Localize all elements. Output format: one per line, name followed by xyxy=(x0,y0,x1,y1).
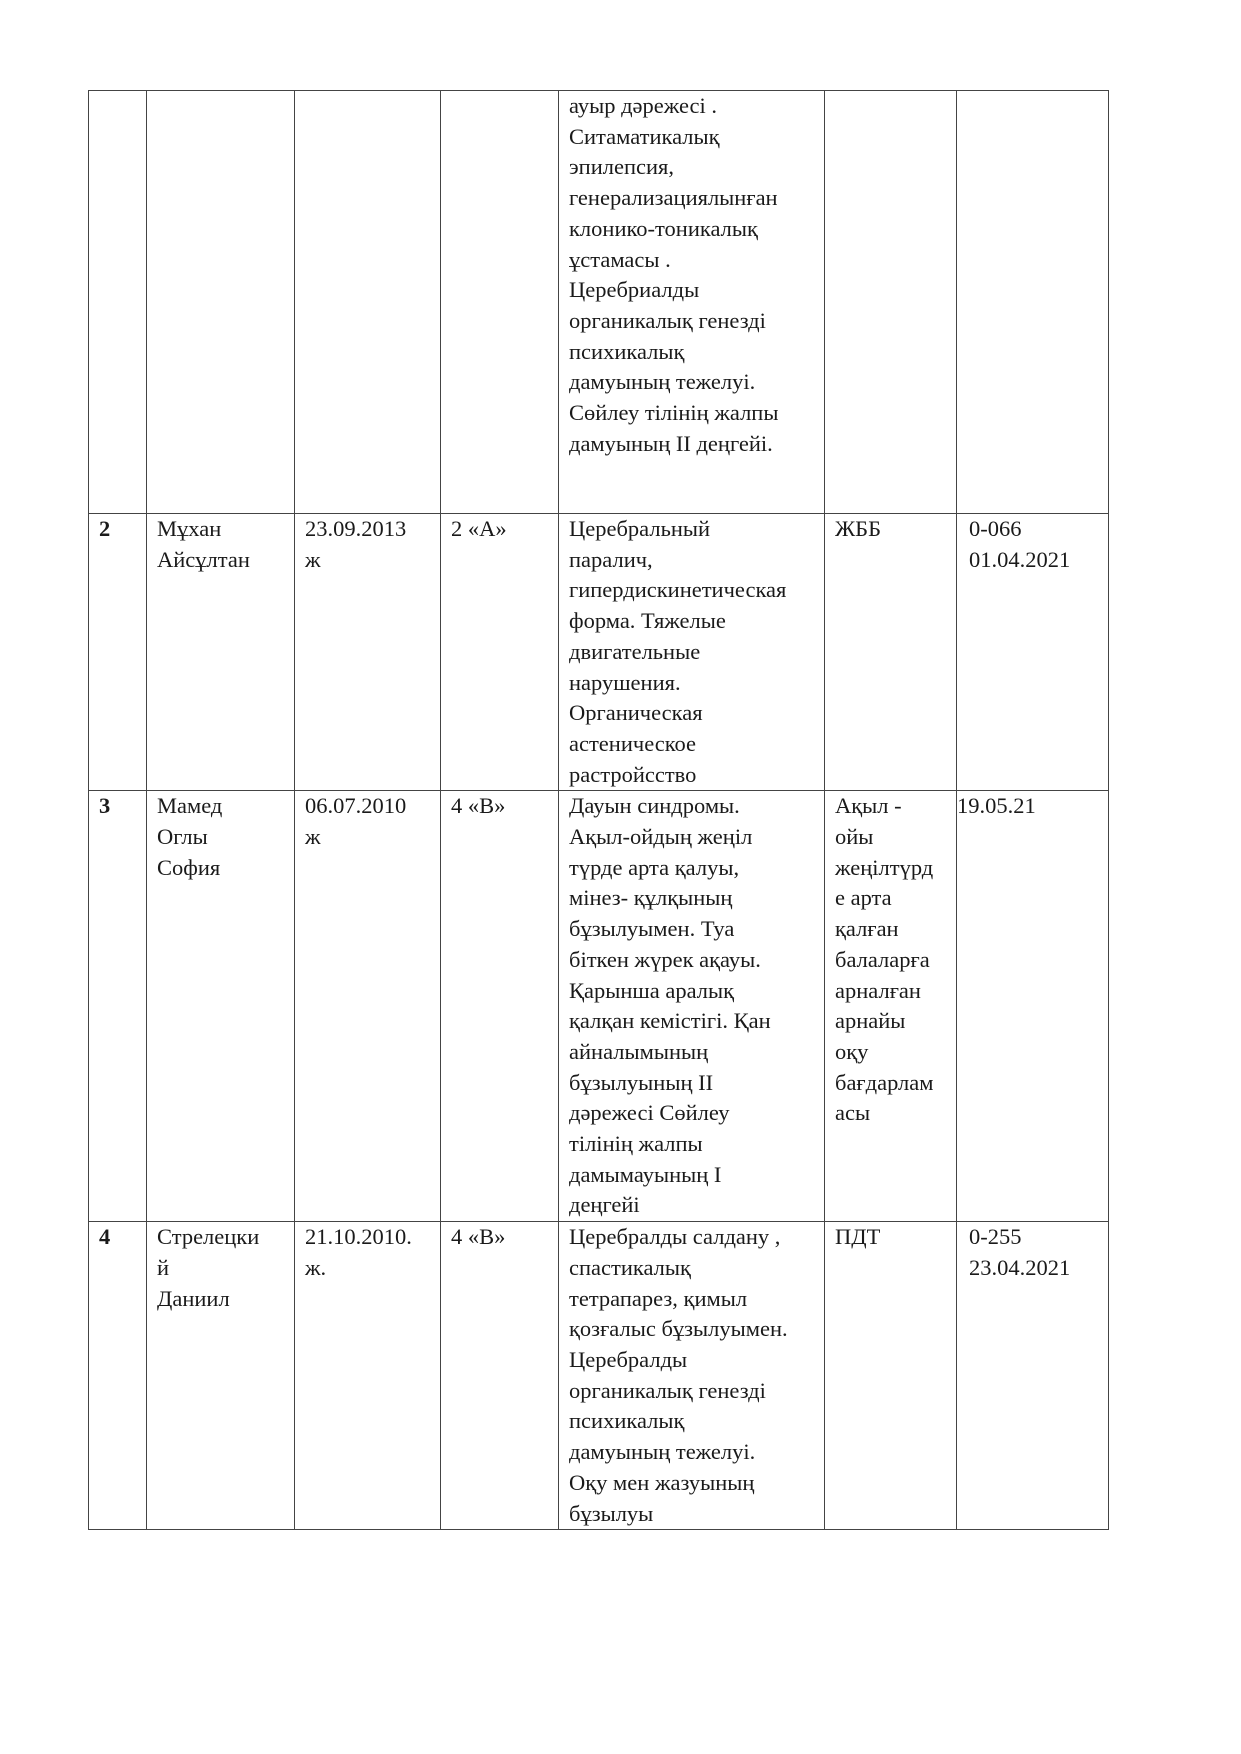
diagnosis-cell-line: ұстамасы . xyxy=(569,246,671,272)
diagnosis-cell-line: органикалық генезді xyxy=(569,1377,766,1403)
document-cell xyxy=(957,791,1109,1222)
document-cell-line: 19.05.21 xyxy=(957,793,1036,819)
table-row xyxy=(89,91,1109,514)
program-cell xyxy=(825,514,957,791)
program-cell-line: балаларға xyxy=(835,946,930,972)
name-cell-line: Мамед xyxy=(157,793,223,819)
diagnosis-cell-line: генерализациялынған xyxy=(569,185,778,211)
table-body xyxy=(89,91,1109,1530)
document-cell-line: 0-255 xyxy=(969,1224,1022,1250)
program-cell-line: оқу xyxy=(835,1038,869,1064)
diagnosis-cell-line: Церебриалды xyxy=(569,277,700,303)
document-cell-line: 01.04.2021 xyxy=(969,546,1071,572)
diagnosis-cell-line: бұзылуы xyxy=(569,1500,654,1526)
diagnosis-cell-line: клонико-тоникалық xyxy=(569,215,758,241)
diagnosis-cell-line: Церебралды салдану , xyxy=(569,1224,781,1250)
diagnosis-cell-line: Органическая xyxy=(569,700,703,726)
diagnosis-cell-line: Оқу мен жазуының xyxy=(569,1469,755,1495)
name-cell xyxy=(147,791,295,1222)
diagnosis-cell-line: қозғалыс бұзылуымен. xyxy=(569,1316,788,1342)
program-cell-line: арнайы xyxy=(835,1008,906,1034)
table-row xyxy=(89,1222,1109,1530)
diagnosis-cell-line: дамуының II деңгейі. xyxy=(569,430,773,456)
program-cell-line: е арта xyxy=(835,885,892,911)
birth-date-cell-line: ж xyxy=(305,546,321,572)
document-cell xyxy=(957,91,1109,514)
name-cell-line: София xyxy=(157,854,221,880)
grade-cell xyxy=(441,91,559,514)
program-cell-line: арналған xyxy=(835,977,921,1003)
diagnosis-cell-line: Ситаматикалық xyxy=(569,123,720,149)
diagnosis-cell-line: Сөйлеу тілінің жалпы xyxy=(569,400,779,426)
program-cell-line: бағдарлам xyxy=(835,1069,934,1095)
diagnosis-cell-line: органикалық генезді xyxy=(569,307,766,333)
diagnosis-cell-line: деңгейі xyxy=(569,1192,640,1218)
diagnosis-cell-line: спастикалық xyxy=(569,1254,691,1280)
diagnosis-cell-line: психикалық xyxy=(569,338,685,364)
name-cell-line: Стрелецки xyxy=(157,1224,260,1250)
diagnosis-cell-line: Церебральный xyxy=(569,516,711,541)
program-cell-line: қалған xyxy=(835,916,899,942)
program-cell-line: ПДТ xyxy=(835,1224,881,1250)
program-cell-line: жеңілтүрд xyxy=(835,854,934,880)
name-cell xyxy=(147,91,295,514)
diagnosis-cell xyxy=(559,514,825,791)
program-cell xyxy=(825,1222,957,1530)
diagnosis-cell-line: форма. Тяжелые xyxy=(569,608,726,634)
diagnosis-cell-line: растройсство xyxy=(569,761,697,787)
table-row xyxy=(89,514,1109,791)
diagnosis-cell-line: айналымының xyxy=(569,1038,709,1064)
birth-date-cell-line: 21.10.2010. xyxy=(305,1224,412,1250)
birth-date-cell-line: 23.09.2013 xyxy=(305,516,407,541)
diagnosis-cell-line: Дауын синдромы. xyxy=(569,793,740,819)
birth-date-cell-line: ж xyxy=(305,824,321,850)
birth-date-cell xyxy=(295,1222,441,1530)
diagnosis-cell-line: дамуының тежелуі. xyxy=(569,1439,756,1465)
diagnosis-cell-line: гипердискинетическая xyxy=(569,577,787,603)
diagnosis-cell-line: ауыр дәрежесі . xyxy=(569,93,718,118)
diagnosis-cell-line: мінез- құлқының xyxy=(569,885,733,911)
document-cell-line: 0-066 xyxy=(969,516,1022,541)
program-cell-line: ойы xyxy=(835,824,874,850)
diagnosis-cell-line: дамымауының I xyxy=(569,1161,722,1187)
birth-date-cell-line: ж. xyxy=(305,1254,327,1280)
diagnosis-cell xyxy=(559,1222,825,1530)
diagnosis-cell xyxy=(559,91,825,514)
diagnosis-cell-line: тілінің жалпы xyxy=(569,1131,703,1157)
student-table xyxy=(88,90,1109,1530)
diagnosis-cell-line: біткен жүрек ақауы. xyxy=(569,946,761,972)
row-number-cell xyxy=(89,91,147,514)
diagnosis-cell-line: Қарынша аралық xyxy=(569,977,735,1003)
row-number-cell: 3 xyxy=(89,791,147,1222)
diagnosis-cell-line: Ақыл-ойдың жеңіл xyxy=(569,824,753,850)
table-row xyxy=(89,791,1109,1222)
diagnosis-cell-line: паралич, xyxy=(569,546,653,572)
diagnosis-cell-line: тетрапарез, қимыл xyxy=(569,1285,748,1311)
diagnosis-cell xyxy=(559,791,825,1222)
diagnosis-cell-line: дамуының тежелуі. xyxy=(569,369,756,395)
program-cell-line: асы xyxy=(835,1100,871,1126)
diagnosis-cell-line: бұзылуымен. Туа xyxy=(569,916,735,942)
document-cell xyxy=(957,1222,1109,1530)
program-cell-line: Ақыл - xyxy=(835,793,902,819)
diagnosis-cell-line: нарушения. xyxy=(569,669,681,695)
name-cell xyxy=(147,514,295,791)
program-cell xyxy=(825,791,957,1222)
name-cell-line: Мұхан xyxy=(157,516,222,541)
birth-date-cell xyxy=(295,514,441,791)
birth-date-cell xyxy=(295,791,441,1222)
diagnosis-cell-line: психикалық xyxy=(569,1408,685,1434)
program-cell xyxy=(825,91,957,514)
birth-date-cell-line: 06.07.2010 xyxy=(305,793,407,819)
row-number-cell: 4 xyxy=(89,1222,147,1530)
grade-cell: 4 «В» xyxy=(441,1222,559,1530)
diagnosis-cell-line: бұзылуының II xyxy=(569,1069,714,1095)
diagnosis-cell-line: дәрежесі Сөйлеу xyxy=(569,1100,730,1126)
document-cell xyxy=(957,514,1109,791)
diagnosis-cell-line: двигательные xyxy=(569,638,701,664)
name-cell xyxy=(147,1222,295,1530)
diagnosis-cell-line: қалқан кемістігі. Қан xyxy=(569,1008,771,1034)
name-cell-line: Даниил xyxy=(157,1285,230,1311)
diagnosis-cell-line: Церебралды xyxy=(569,1346,688,1372)
name-cell-line: Оглы xyxy=(157,824,208,850)
name-cell-line: Айсұлтан xyxy=(157,546,250,572)
grade-cell: 2 «А» xyxy=(441,514,559,791)
document-cell-line: 23.04.2021 xyxy=(969,1254,1071,1280)
birth-date-cell xyxy=(295,91,441,514)
diagnosis-cell-line: түрде арта қалуы, xyxy=(569,854,740,880)
name-cell-line: й xyxy=(157,1254,170,1280)
grade-cell: 4 «В» xyxy=(441,791,559,1222)
row-number-cell: 2 xyxy=(89,514,147,791)
program-cell-line: ЖББ xyxy=(835,516,881,541)
diagnosis-cell-line: астеническое xyxy=(569,730,697,756)
diagnosis-cell-line: эпилепсия, xyxy=(569,154,674,180)
